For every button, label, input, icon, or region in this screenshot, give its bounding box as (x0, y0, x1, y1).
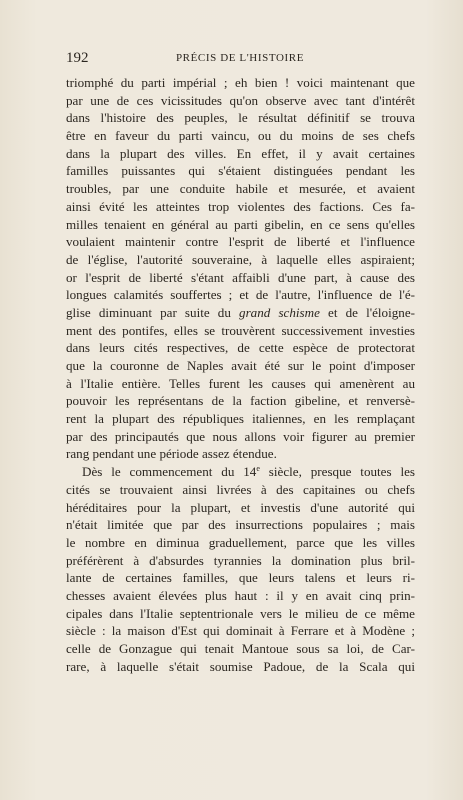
text-line: ainsi évité les atteintes trop violentes des factions. Ces fa- (66, 198, 415, 214)
running-head: PRÉCIS DE L'HISTOIRE (175, 52, 305, 64)
text-line: dans leurs cités respectives, de cette espèce de protectorat (66, 340, 415, 356)
text-line: lante de certaines familles, que leurs talens et leurs ri- (66, 570, 415, 586)
text-line: rang pendant une période assez étendue. (66, 446, 277, 462)
text-line: longues calamités souffertes ; et de l'autre, l'influence de l'é- (66, 287, 415, 303)
text-line: cités se trouvaient ainsi livrées à des capitaines ou chefs (66, 481, 415, 497)
text-line: siècle : la maison d'Est qui dominait à Ferrare et à Modène ; (66, 623, 415, 639)
text-line: ment des pontifes, elles se trouvèrent successivement investies (66, 322, 415, 338)
text-line: héréditaires pour la plupart, et investis d'une autorité qui (66, 499, 415, 515)
body-text (66, 74, 415, 675)
text-line: être en faveur du parti vaincu, ou du moins de ses chefs (66, 128, 415, 144)
text-line: par des principautés que nous allons voir figurer au premier (66, 428, 415, 444)
text-line (66, 463, 415, 481)
page-header (66, 50, 414, 66)
text-line: chesses avaient élevées plus haut : il y en avait cinq prin- (66, 587, 415, 603)
text-fragment: glise diminuant par suite du (66, 304, 240, 320)
superscript: e (256, 464, 260, 474)
page-number: 192 (66, 50, 89, 66)
text-line: de l'église, l'autorité souveraine, à laquelle elles aspiraient; (66, 251, 415, 267)
text-line: que la couronne de Naples avait été sur le point d'imposer (66, 358, 415, 373)
text-fragment: et de l'éloigne- (319, 304, 415, 320)
text-line: triomphé du parti impérial ; eh bien ! voici maintenant que (66, 75, 415, 90)
text-line: dans la plupart des villes. En effet, il y avait certaines (66, 145, 415, 161)
text-line: milles tenaient en général au parti gibelin, en ce sens qu'elles (66, 216, 415, 232)
text-line: familles puissantes qui s'étaient distinguées pendant les (66, 163, 415, 179)
italic-term: grand schisme (239, 304, 320, 320)
text-fragment: Dès le commencement du 14 (82, 464, 257, 480)
text-line: rent la plupart des républiques italiennes, en les remplaçant (66, 411, 415, 427)
text-line: le nombre en diminua graduellement, parce que les villes (66, 534, 415, 550)
text-line: celle de Gonzague qui tenait Mantoue sous sa loi, de Car- (66, 641, 415, 656)
text-line: pouvoir les représentans de la faction gibeline, et renversè- (66, 393, 415, 409)
text-line: troubles, par une conduite habile et mesurée, et avaient (66, 181, 415, 197)
text-line (66, 304, 415, 322)
text-fragment: siècle, presque toutes les (259, 464, 415, 480)
text-line: cipales dans l'Italie septentrionale vers le milieu de ce même (66, 605, 415, 621)
text-line: rare, à laquelle s'était soumise Padoue, de la Scala qui (66, 658, 415, 674)
text-line: par une de ces vicissitudes qu'on observe avec tant d'intérêt (66, 92, 415, 108)
text-line: dans l'histoire des peuples, le résultat définitif se trouva (66, 110, 415, 126)
text-line: voulaient maintenir contre l'esprit de liberté et l'influence (66, 234, 415, 250)
text-line: préférèrent à d'absurdes tyrannies la domination plus bril- (66, 552, 415, 568)
text-line: n'était limitée que par des insurrections populaires ; mais (66, 517, 415, 533)
text-line: or l'esprit de liberté s'étant affaibli d'une part, à cause des (66, 269, 415, 285)
text-line: à l'Italie entière. Telles furent les causes qui amenèrent au (66, 375, 415, 391)
